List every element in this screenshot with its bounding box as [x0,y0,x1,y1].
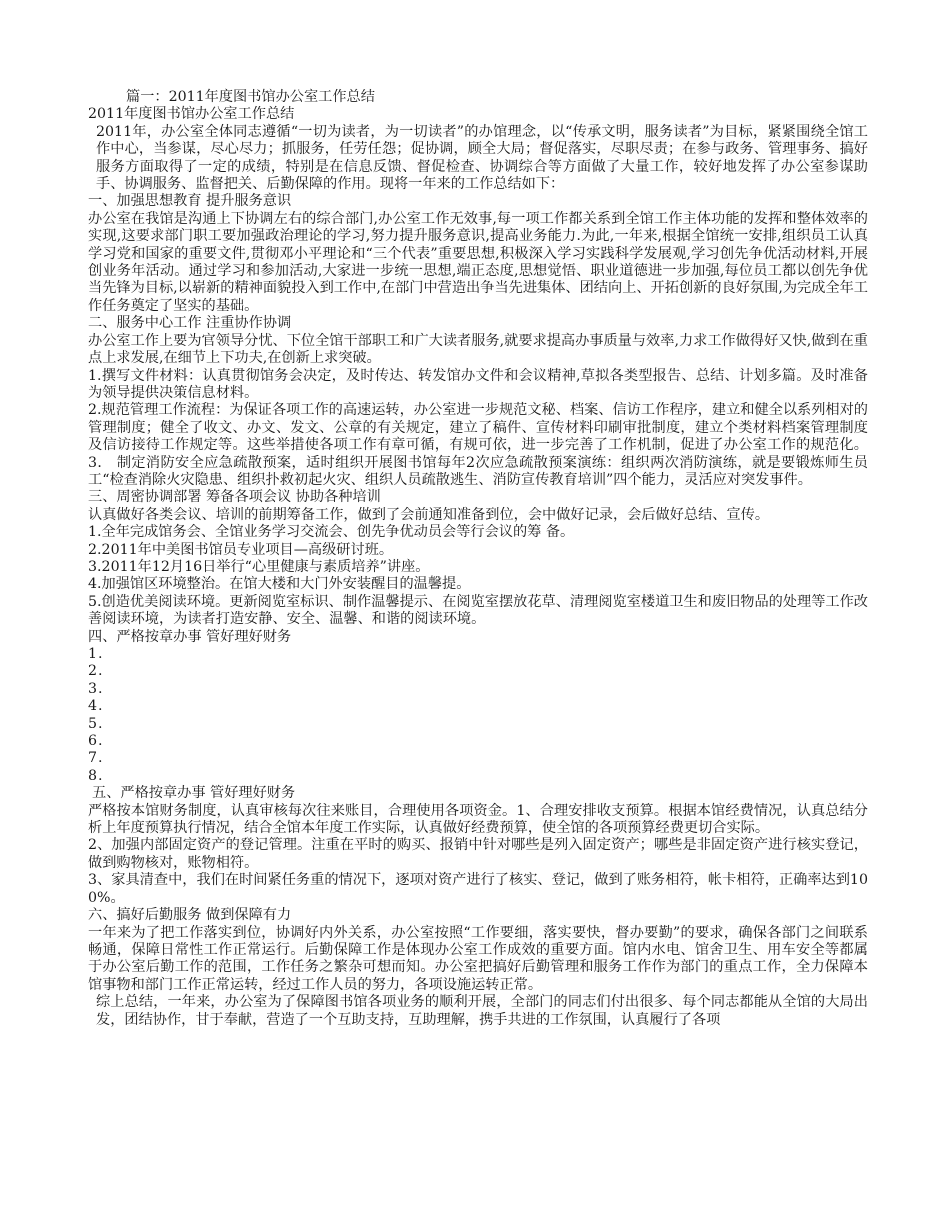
section-6-heading: 六、搞好后勤服务 做到保障有力 [88,907,292,924]
section-5-paragraph-2: 2、加强内部固定资产的登记管理。注重在平时的购买、报销中针对哪些是列入固定资产；哪些是非固定资产进行核实登记，做到购物核对，账物相符。 [88,837,868,871]
section-3-item-3: 3.2011年12月16日举行“心里健康与素质培养”讲座。 [88,558,430,575]
section-4-list-item: 7. [88,750,104,767]
section-4-heading: 四、严格按章办事 管好理好财务 [88,628,292,645]
section-4-list-item: 6. [88,733,104,750]
section-2-paragraph: 办公室工作上要为官领导分忧、下位全馆干部职工和广大读者服务,就要求提高办事质量与效率,力求工作做得好又快,做到在重点上求发展,在细节上下功夫,在创新上求突破。 [88,332,868,367]
intro-paragraph: 2011年，办公室全体同志遵循“一切为读者，为一切读者”的办馆理念，以“传承文明，服务读者”为目标，紧紧围绕全馆工作中心，当参谋，尽心尽力；抓服务，任劳任怨；促协调，顾全大局；督促落实，尽职尽责；在参与政务、管理事务、搞好服务方面取得了一定的成绩，特别是在信息反馈、督促检查、协调综合等方面做了大量工作，较好地发挥了办公室参谋助手、协调服务、监督把关、后勤保障的作用。现将一年来的工作总结如下： [96,123,868,193]
section-4-list-item: 2. [88,663,104,680]
document-title: 篇一：2011年度图书馆办公室工作总结 [126,89,375,105]
section-5-paragraph-3: 3、家具清查中，我们在时间紧任务重的情况下，逐项对资产进行了核实、登记，做到了账务相符，帐卡相符，正确率达到100%。 [88,872,868,906]
section-4-list-item: 5. [88,715,104,732]
section-6-paragraph: 一年来为了把工作落实到位，协调好内外关系，办公室按照“工作要细，落实要快，督办要勤”的要求，确保各部门之间联系畅通，保障日常性工作正常运行。后勤保障工作是体现办公室工作成效的重要方面。馆内水电、馆舍卫生、用车安全等都属于办公室后勤工作的范围，工作任务之繁杂可想而知。办公室把搞好后勤管理和服务工作作为部门的重点工作，全力保障本馆事物和部门工作正常运转，经过工作人员的努力，各项设施运转正常。 [88,924,868,993]
document-subtitle: 2011年度图书馆办公室工作总结 [88,106,295,123]
section-3-item-2: 2.2011年中美图书馆员专业项目—高级研讨班。 [88,541,394,558]
section-3-item-1: 1.全年完成馆务会、全馆业务学习交流会、创先争优动员会等行会议的筹 备。 [88,524,575,541]
section-4-list-item: 4. [88,698,104,715]
section-2-heading: 二、服务中心工作 注重协作协调 [88,315,292,332]
closing-paragraph: 综上总结，一年来，办公室为了保障图书馆各项业务的顺利开展，全部门的同志们付出很多、每个同志都能从全馆的大局出发，团结协作，甘于奉献，营造了一个互助支持，互助理解，携手共进的工作氛围，认真履行了各项 [96,994,868,1028]
section-2-item-1: 1.撰写文件材料：认真贯彻馆务会决定，及时传达、转发馆办文件和会议精神,草拟各类型报告、总结、计划多篇。及时准备为领导提供决策信息材料。 [88,367,868,401]
section-3-item-5: 5.创造优美阅读环境。更新阅览室标识、制作温馨提示、在阅览室摆放花草、清理阅览室楼道卫生和废旧物品的处理等工作改善阅读环境，为读者打造安静、安全、温馨、和谐的阅读环境。 [88,593,868,628]
section-3-heading: 三、周密协调部署 筹备各项会议 协助各种培训 [88,489,381,506]
section-3-item-4: 4.加强馆区环境整治。在馆大楼和大门外安装醒目的温馨提。 [88,576,471,593]
section-5-heading: 五、严格按章办事 管好理好财务 [92,785,296,802]
section-3-paragraph: 认真做好各类会议、培训的前期筹备工作，做到了会前通知准备到位，会中做好记录，会后做好总结、宣传。 [88,506,770,523]
section-5-paragraph-1: 严格按本馆财务制度，认真审核每次往来账目，合理使用各项资金。1、合理安排收支预算。根据本馆经费情况，认真总结分析上年度预算执行情况，结合全馆本年度工作实际，认真做好经费预算，使全馆的各项预算经费更切合实际。 [88,802,868,837]
section-4-list-item: 1. [88,646,104,662]
section-2-item-2: 2.规范管理工作流程：为保证各项工作的高速运转，办公室进一步规范文秘、档案、信访工作程序，建立和健全以系列相对的管理制度；健全了收文、办文、发文、公章的有关规定，建立了稿件、宣传材料印刷审批制度，建立个类材料档案管理制度及信访接待工作规定等。这些举措使各项工作有章可循，有规可依，进一步完善了工作机制，促进了办公室工作的规范化。3． 制定消防安全应急疏散预案，适时组织开展图书馆每年2次应急疏散预案演练：组织两次消防演练，就是要锻炼师生员工“检查消除火灾隐患、组织扑救初起火灾、组织人员疏散逃生、消防宣传教育培训”四个能力，灵活应对突发事件。 [88,402,868,488]
section-1-paragraph: 办公室在我馆是沟通上下协调左右的综合部门,办公室工作无效事,每一项工作都关系到全馆工作主体功能的发挥和整体效率的实现,这要求部门职工要加强政治理论的学习,努力提升服务意识,提高业务能力.为此,一年来,根据全馆统一安排,组织员工认真学习党和国家的重要文件,贯彻邓小平理论和“三个代表”重要思想,积极深入学习实践科学发展观,学习创先争优活动材料,开展创业务年活动。通过学习和参加活动,大家进一步统一思想,端正态度,思想觉悟、职业道德进一步加强,每位员工都以创先争优当先锋为目标,以崭新的精神面貌投入到工作中,在部门中营造出争当先进集体、团结向上、开拓创新的良好氛围,为完成全年工作任务奠定了坚实的基础。 [88,210,868,314]
section-1-heading: 一、加强思想教育 提升服务意识 [88,193,292,210]
section-4-list-item: 3. [88,680,104,697]
document-body [88,89,868,1029]
section-4-list-item: 8. [88,767,104,784]
